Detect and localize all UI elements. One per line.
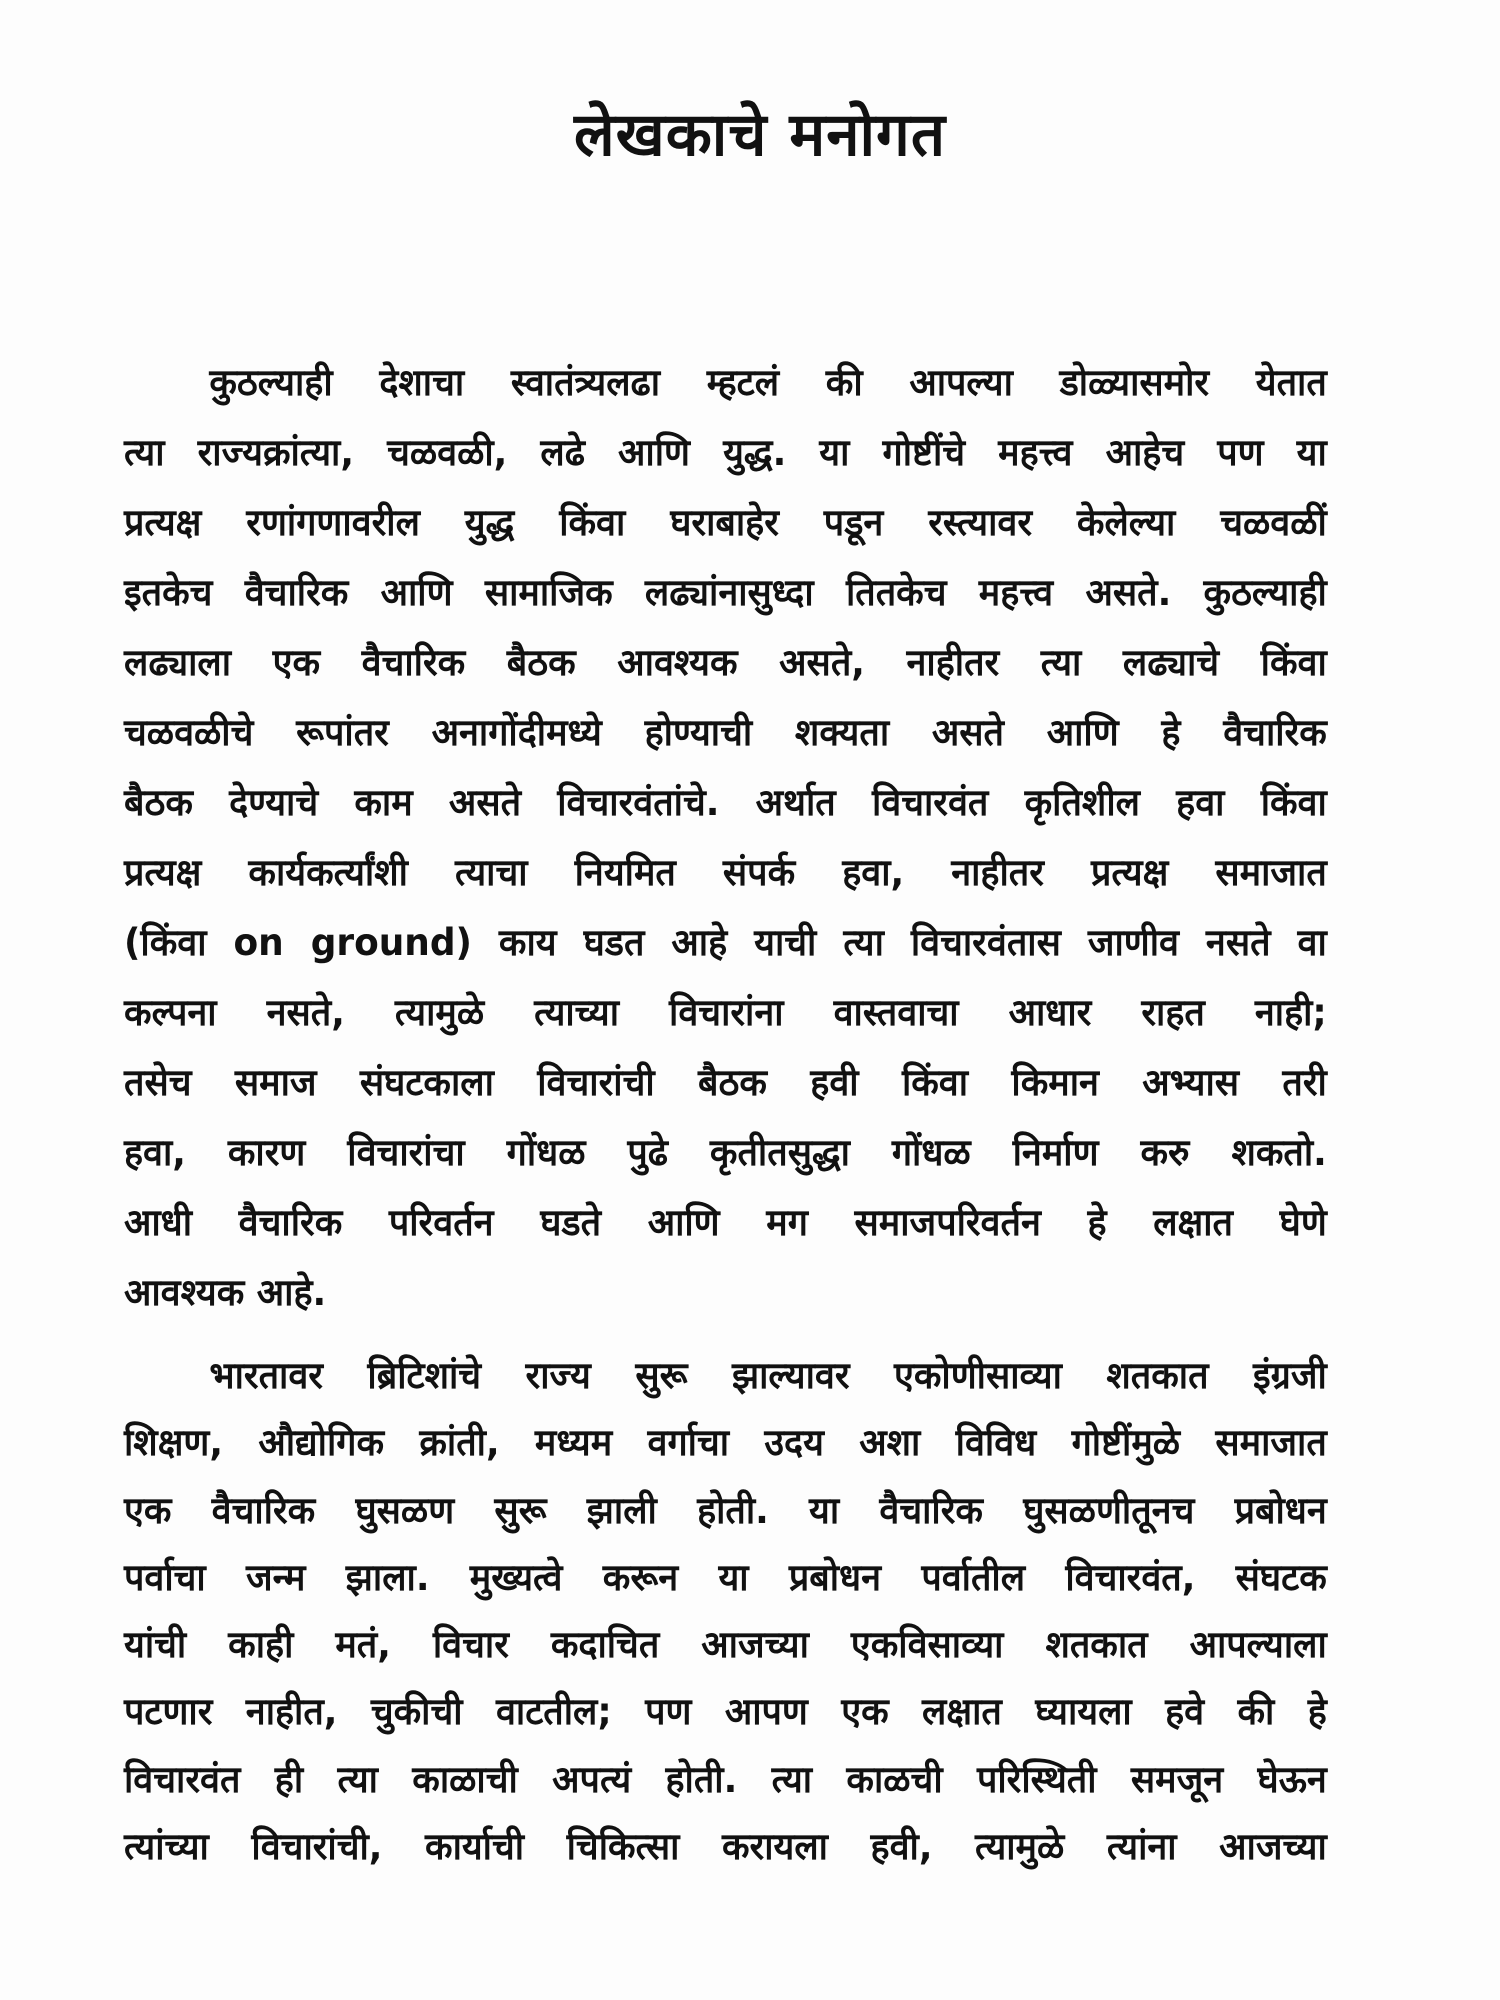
text-line: विचारवंत ही त्या काळाची अपत्यं होती. त्या काळची परिस्थिती समजून घेऊन [124,1757,1327,1801]
page-title: लेखकाचे मनोगत [573,100,947,170]
text-line: कुठल्याही देशाचा स्वातंत्र्यलढा म्हटलं की आपल्या डोळ्यासमोर येतात [209,361,1327,404]
text-line: इतकेच वैचारिक आणि सामाजिक लढ्यांनासुध्दा तितकेच महत्त्व असते. कुठल्याही [124,571,1327,614]
text-line: आधी वैचारिक परिवर्तन घडते आणि मग समाजपरिवर्तन हे लक्षात घेणे [124,1201,1327,1244]
text-line: भारतावर ब्रिटिशांचे राज्य सुरू झाल्यावर एकोणीसाव्या शतकात इंग्रजी [209,1354,1327,1397]
text-line: प्रत्यक्ष रणांगणावरील युद्ध किंवा घराबाहेर पडून रस्त्यावर केलेल्या चळवळीं [124,501,1327,544]
text-line: प्रत्यक्ष कार्यकर्त्यांशी त्याचा नियमित संपर्क हवा, नाहीतर प्रत्यक्ष समाजात [124,851,1327,894]
text-line: आवश्यक आहे. [124,1271,327,1314]
text-line: शिक्षण, औद्योगिक क्रांती, मध्यम वर्गाचा उदय अशा विविध गोष्टींमुळे समाजात [124,1421,1327,1465]
text-line: बैठक देण्याचे काम असते विचारवंतांचे. अर्थात विचारवंत कृतिशील हवा किंवा [124,781,1327,824]
text-line: एक वैचारिक घुसळण सुरू झाली होती. या वैचारिक घुसळणीतूनच प्रबोधन [124,1488,1327,1532]
paragraph-1 [124,348,1364,1328]
text-line: पर्वाचा जन्म झाला. मुख्यत्वे करून या प्रबोधन पर्वातील विचारवंत, संघटक [124,1555,1327,1599]
text-line: त्यांच्या विचारांची, कार्याची चिकित्सा करायला हवी, त्यामुळे त्यांना आजच्या [124,1825,1327,1869]
text-line: यांची काही मतं, विचार कदाचित आजच्या एकविसाव्या शतकात आपल्याला [124,1623,1327,1667]
text-line: (किंवा on ground) काय घडत आहे याची त्या विचारवंतास जाणीव नसते वा [124,921,1327,964]
text-line: त्या राज्यक्रांत्या, चळवळी, लढे आणि युद्ध. या गोष्टींचे महत्त्व आहेच पण या [124,431,1327,474]
text-line: लढ्याला एक वैचारिक बैठक आवश्यक असते, नाहीतर त्या लढ्याचे किंवा [124,641,1327,684]
paragraph-2 [124,1342,1364,1880]
text-line: पटणार नाहीत, चुकीची वाटतील; पण आपण एक लक्षात घ्यायला हवे की हे [124,1690,1327,1734]
text-line: तसेच समाज संघटकाला विचारांची बैठक हवी किंवा किमान अभ्यास तरी [124,1061,1327,1104]
text-line: हवा, कारण विचारांचा गोंधळ पुढे कृतीतसुद्धा गोंधळ निर्माण करु शकतो. [124,1131,1327,1174]
text-line: चळवळीचे रूपांतर अनागोंदीमध्ये होण्याची शक्यता असते आणि हे वैचारिक [124,711,1327,754]
text-line: कल्पना नसते, त्यामुळे त्याच्या विचारांना वास्तवाचा आधार राहत नाही; [124,991,1327,1034]
